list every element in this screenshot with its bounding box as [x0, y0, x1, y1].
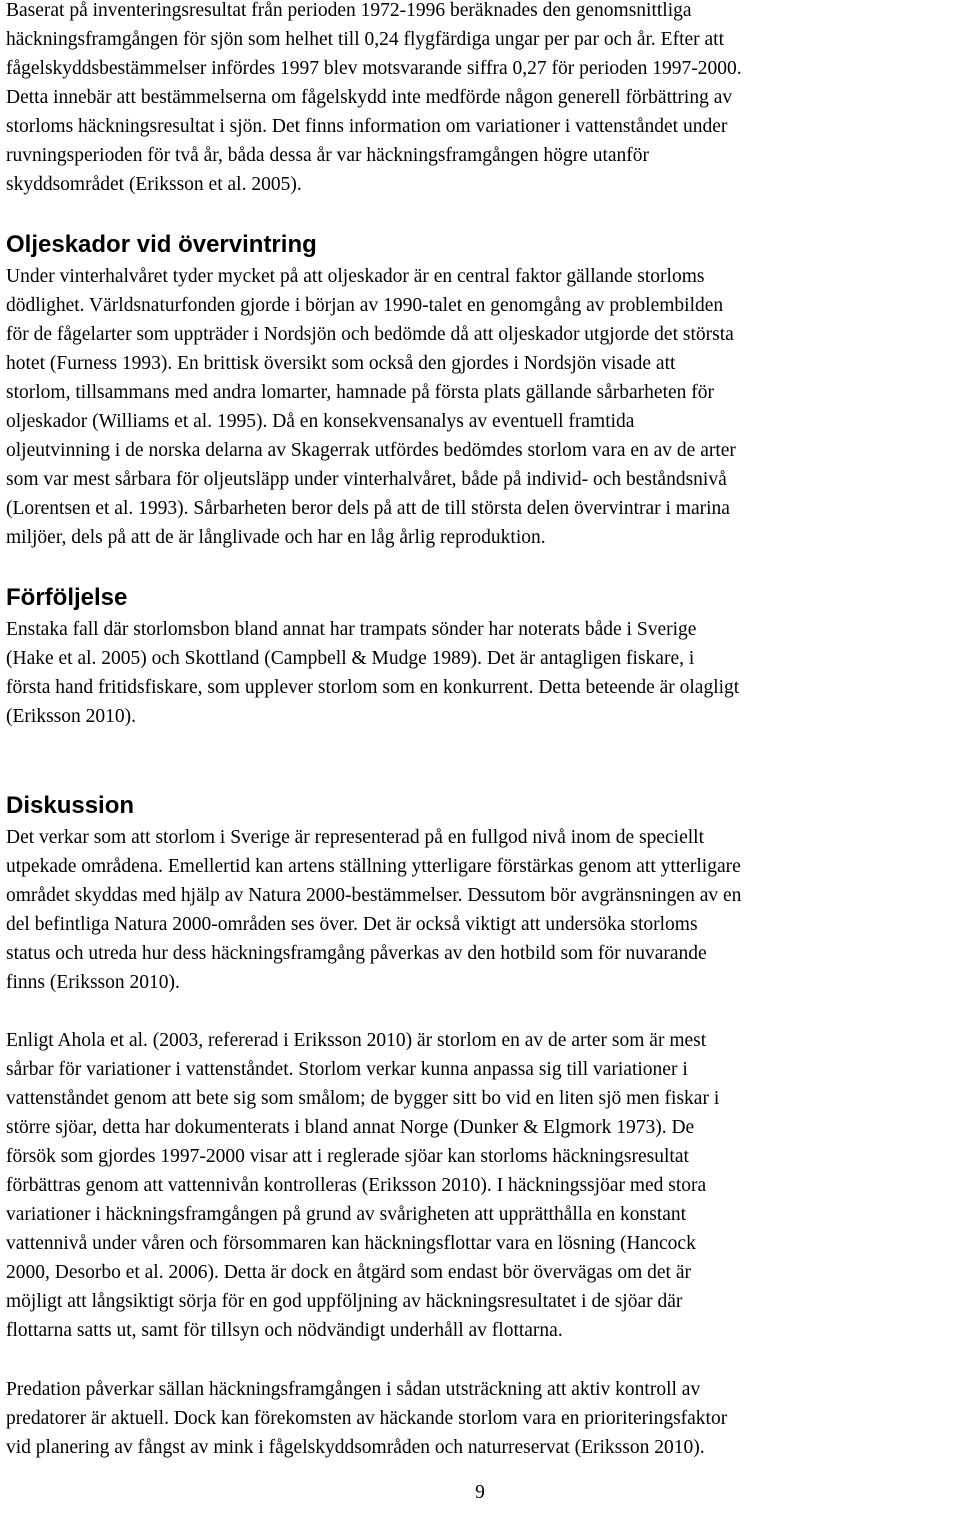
- text-line: hotet (Furness 1993). En brittisk översikt som också den gjordes i Nordsjön visade att: [6, 353, 676, 374]
- section-heading-diskussion: Diskussion: [6, 792, 135, 819]
- text-line: Enligt Ahola et al. (2003, refererad i Eriksson 2010) är storlom en av de arter som är mest: [6, 1030, 707, 1051]
- text-line: (Hake et al. 2005) och Skottland (Campbell & Mudge 1989). Det är antagligen fiskare, i: [6, 648, 695, 669]
- text-line: storloms häckningsresultat i sjön. Det finns information om variationer i vattenståndet under: [6, 116, 728, 137]
- text-line: försök som gjordes 1997-2000 visar att i reglerade sjöar kan storloms häckningsresultat: [6, 1146, 689, 1167]
- text-line: predatorer är aktuell. Dock kan förekomsten av häckande storlom vara en prioriteringsfaktor: [6, 1408, 728, 1429]
- text-line: flottarna satts ut, samt för tillsyn och nödvändigt underhåll av flottarna.: [6, 1320, 563, 1341]
- ahola-paragraph: [6, 1026, 719, 1345]
- text-line: oljeutvinning i de norska delarna av Skagerrak utfördes bedömdes storlom vara en av de arter: [6, 440, 736, 461]
- text-line: del befintliga Natura 2000-områden ses över. Det är också viktigt att undersöka storloms: [6, 914, 698, 935]
- text-line: vid planering av fångst av mink i fågelskyddsområden och naturreservat (Eriksson 2010).: [6, 1437, 705, 1458]
- text-line: möjligt att långsiktigt sörja för en god uppföljning av häckningsresultatet i de sjöar där: [6, 1291, 683, 1312]
- intro-paragraph: [6, 0, 742, 199]
- text-line: 2000, Desorbo et al. 2006). Detta är dock en åtgärd som endast bör övervägas om det är: [6, 1262, 691, 1283]
- text-line: storlom, tillsammans med andra lomarter, hamnade på första plats gällande sårbarheten för: [6, 382, 715, 403]
- text-line: Det verkar som att storlom i Sverige är representerad på en fullgod nivå inom de speciellt: [6, 827, 704, 848]
- text-line: häckningsframgången för sjön som helhet till 0,24 flygfärdiga ungar per par och år. Efter att: [6, 29, 725, 50]
- text-line: sårbar för variationer i vattenståndet. Storlom verkar kunna anpassa sig till variationer i: [6, 1059, 688, 1080]
- text-line: området skyddas med hjälp av Natura 2000-bestämmelser. Dessutom bör avgränsningen av en: [6, 885, 742, 906]
- text-line: fågelskyddsbestämmelser infördes 1997 blev motsvarande siffra 0,27 för perioden 1997-2000.: [6, 58, 742, 79]
- text-line: första hand fritidsfiskare, som upplever storlom som en konkurrent. Detta beteende är olagligt: [6, 677, 740, 698]
- text-line: dödlighet. Världsnaturfonden gjorde i början av 1990-talet en genomgång av problembilden: [6, 295, 724, 316]
- text-line: miljöer, dels på att de är långlivade och har en låg årlig reproduktion.: [6, 527, 546, 548]
- text-line: vattennivå under våren och försommaren kan häckningsflottar vara en lösning (Hancock: [6, 1233, 696, 1254]
- text-line: (Lorentsen et al. 1993). Sårbarheten beror dels på att de till största delen övervintrar i marina: [6, 498, 730, 519]
- section-heading-forfoljelse: Förföljelse: [6, 584, 128, 611]
- text-line: oljeskador (Williams et al. 1995). Då en konsekvensanalys av eventuell framtida: [6, 411, 635, 432]
- text-line: skyddsområdet (Eriksson et al. 2005).: [6, 174, 302, 195]
- text-line: Detta innebär att bestämmelserna om fågelskydd inte medförde någon generell förbättring av: [6, 87, 733, 108]
- text-line: Enstaka fall där storlomsbon bland annat har trampats sönder har noterats både i Sverige: [6, 619, 697, 640]
- text-line: status och utreda hur dess häckningsframgång påverkas av den hotbild som för nuvarande: [6, 943, 707, 964]
- text-line: variationer i häckningsframgången på grund av svårigheten att upprätthålla en konstant: [6, 1204, 687, 1225]
- predation-paragraph: [6, 1375, 727, 1462]
- text-line: större sjöar, detta har dokumenterats i bland annat Norge (Dunker & Elgmork 1973). De: [6, 1117, 695, 1138]
- text-line: ruvningsperioden för två år, båda dessa år var häckningsframgången högre utanför: [6, 145, 650, 166]
- section-heading-oljeskador: Oljeskador vid övervintring: [6, 231, 317, 258]
- oljeskador-paragraph: [6, 262, 736, 552]
- text-line: vattenståndet genom att bete sig som smålom; de bygger sitt bo vid en liten sjö men fiskar i: [6, 1088, 720, 1109]
- text-line: för de fågelarter som uppträder i Nordsjön och bedömde då att oljeskador utgjorde det största: [6, 324, 734, 345]
- text-line: utpekade områdena. Emellertid kan artens ställning ytterligare förstärkas genom att ytterligare: [6, 856, 741, 877]
- text-line: förbättras genom att vattennivån kontrolleras (Eriksson 2010). I häckningssjöar med stora: [6, 1175, 707, 1196]
- text-line: Under vinterhalvåret tyder mycket på att oljeskador är en central faktor gällande storloms: [6, 266, 705, 287]
- text-line: som var mest sårbara för oljeutsläpp under vinterhalvåret, både på individ- och beståndsnivå: [6, 469, 727, 490]
- diskussion-paragraph: [6, 823, 741, 997]
- page-number: 9: [475, 1482, 485, 1503]
- text-line: (Eriksson 2010).: [6, 706, 136, 727]
- text-line: finns (Eriksson 2010).: [6, 972, 180, 993]
- forfoljelse-paragraph: [6, 615, 739, 731]
- text-line: Baserat på inventeringsresultat från perioden 1972-1996 beräknades den genomsnittliga: [6, 0, 692, 21]
- text-line: Predation påverkar sällan häckningsframgången i sådan utsträckning att aktiv kontroll av: [6, 1379, 701, 1400]
